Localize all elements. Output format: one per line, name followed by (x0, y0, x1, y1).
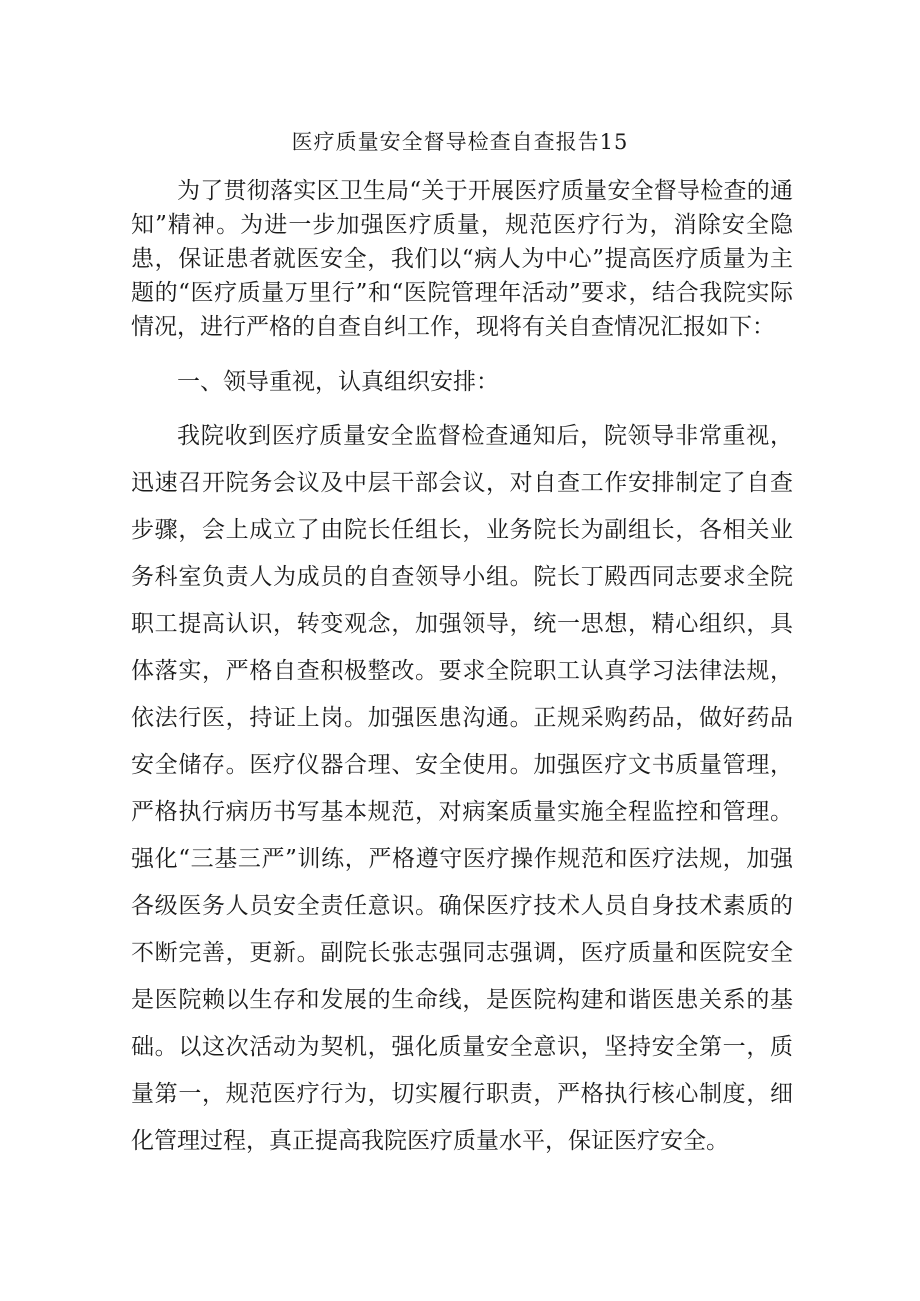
section-paragraph: 我院收到医疗质量安全监督检查通知后，院领导非常重视，迅速召开院务会议及中层干部会议，对自查工作安排制定了自查步骤，会上成立了由院长任组长，业务院长为副组长，各相关业务科室负责人为成员的自查领导小组。院长丁殿西同志要求全院职工提高认识，转变观念，加强领导，统一思想，精心组织，具体落实，严格自查积极整改。要求全院职工认真学习法律法规，依法行医，持证上岗。加强医患沟通。正规采购药品，做好药品安全储存。医疗仪器合理、安全使用。加强医疗文书质量管理，严格执行病历书写基本规范，对病案质量实施全程监控和管理。强化“三基三严”训练，严格遵守医疗操作规范和医疗法规，加强各级医务人员安全责任意识。确保医疗技术人员自身技术素质的不断完善，更新。副院长张志强同志强调，医疗质量和医院安全是医院赖以生存和发展的生命线，是医院构建和谐医患关系的基础。以这次活动为契机，强化质量安全意识，坚持安全第一，质量第一，规范医疗行为，切实履行职责，严格执行核心制度，细化管理过程，真正提高我院医疗质量水平，保证医疗安全。 (131, 423, 793, 1154)
section-heading: 一、领导重视，认真组织安排： (177, 369, 499, 395)
document-title: 医疗质量安全督导检查自查报告15 (291, 130, 629, 154)
intro-paragraph: 为了贯彻落实区卫生局“关于开展医疗质量安全督导检查的通知”精神。为进一步加强医疗质量，规范医疗行为，消除安全隐患，保证患者就医安全，我们以“病人为中心”提高医疗质量为主题的“医疗质量万里行”和“医院管理年活动”要求，结合我院实际情况，进行严格的自查自纠工作，现将有关自查情况汇报如下： (131, 178, 793, 340)
